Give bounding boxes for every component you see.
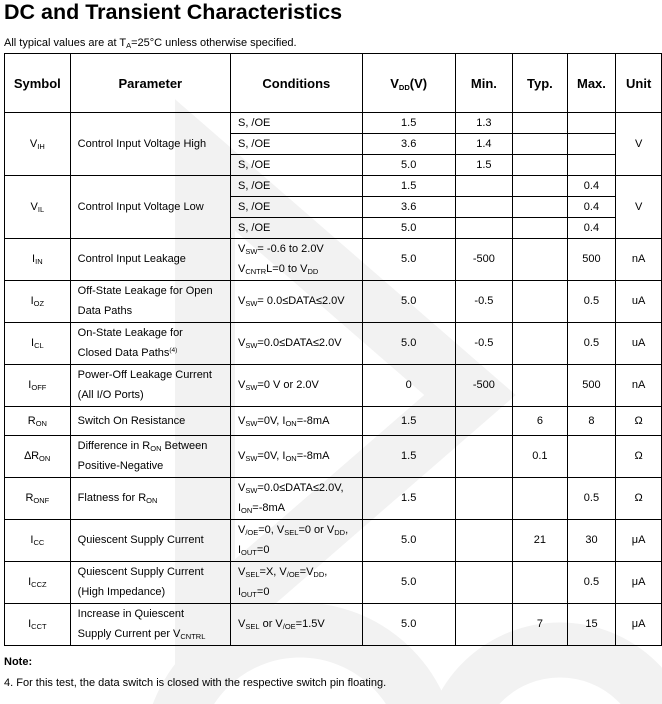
vdd-cell: 1.5 <box>362 176 455 197</box>
parameter-cell: Control Input Voltage Low <box>70 176 230 239</box>
vdd-cell: 1.5 <box>362 407 455 436</box>
max-cell: 0.4 <box>567 218 616 239</box>
header-vdd: $V_{DD}(V)$ <box>362 54 455 113</box>
conditions-cell: $V_{SW}=$ 0.0≤DATA≤2.0V <box>230 281 362 323</box>
header-symbol: Symbol <box>5 54 71 113</box>
min-cell <box>455 478 512 520</box>
vdd-cell: 1.5 <box>362 113 455 134</box>
typ-cell <box>513 155 568 176</box>
table-row <box>5 604 662 646</box>
vdd-cell: 5.0 <box>362 218 455 239</box>
symbol-cell: $\Delta R_{ON}$ <box>5 436 71 478</box>
unit-cell: Ω <box>616 407 662 436</box>
conditions-cell: $V_{SW}=0V$, $I_{ON}=-8mA$ <box>230 407 362 436</box>
header-conditions: Conditions <box>230 54 362 113</box>
max-cell: 500 <box>567 239 616 281</box>
header-row <box>5 54 662 113</box>
symbol-cell: $I_{OFF}$ <box>5 365 71 407</box>
typ-cell <box>513 323 568 365</box>
max-cell: 0.5 <box>567 323 616 365</box>
conditions-cell: $V_{SW}= -0.6$ to 2.0V $V_{CNTR}L=0$ to $V_{DD}$ <box>230 239 362 281</box>
typ-cell <box>513 281 568 323</box>
max-cell <box>567 134 616 155</box>
vdd-cell: 5.0 <box>362 323 455 365</box>
min-cell <box>455 604 512 646</box>
header-max: Max. <box>567 54 616 113</box>
min-cell <box>455 562 512 604</box>
table-row <box>5 239 662 281</box>
parameter-cell: Switch On Resistance <box>70 407 230 436</box>
table-row <box>5 365 662 407</box>
vdd-cell: 5.0 <box>362 562 455 604</box>
min-cell: 1.5 <box>455 155 512 176</box>
unit-cell: μA <box>616 562 662 604</box>
conditions-cell: $V_{SEL}=X$, $V_{/OE}=V_{DD}$, $I_{OUT}=0$ <box>230 562 362 604</box>
parameter-cell: Flatness for $R_{ON}$ <box>70 478 230 520</box>
unit-cell: nA <box>616 365 662 407</box>
conditions-cell: $V_{SW}=0.0\le DATA\le 2.0V$ <box>230 323 362 365</box>
min-cell: -0.5 <box>455 281 512 323</box>
header-typ: Typ. <box>513 54 568 113</box>
parameter-cell: Quiescent Supply Current (High Impedance) <box>70 562 230 604</box>
symbol-cell: $V_{IH}$ <box>5 113 71 176</box>
max-cell: 0.5 <box>567 478 616 520</box>
conditions-cell: S, /OE <box>230 155 362 176</box>
symbol-cell: $R_{ON}$ <box>5 407 71 436</box>
max-cell: 0.5 <box>567 281 616 323</box>
max-cell: 30 <box>567 520 616 562</box>
conditions-cell: $V_{SEL}$ or $V_{/OE}=1.5V$ <box>230 604 362 646</box>
min-cell: 1.3 <box>455 113 512 134</box>
typ-cell <box>513 197 568 218</box>
min-cell: -0.5 <box>455 323 512 365</box>
conditions-cell: S, /OE <box>230 134 362 155</box>
max-cell: 15 <box>567 604 616 646</box>
vdd-cell: 5.0 <box>362 155 455 176</box>
vdd-cell: 3.6 <box>362 134 455 155</box>
typ-cell: 7 <box>513 604 568 646</box>
conditions-cell: $V_{SW}=0.0\le DATA\le 2.0V$, $I_{ON}=-8mA$ <box>230 478 362 520</box>
characteristics-table-wrap <box>4 53 662 646</box>
vdd-cell: 1.5 <box>362 478 455 520</box>
min-cell <box>455 176 512 197</box>
table-row <box>5 176 662 197</box>
min-cell <box>455 407 512 436</box>
symbol-cell: $I_{IN}$ <box>5 239 71 281</box>
symbol-cell: $I_{CCZ}$ <box>5 562 71 604</box>
symbol-cell: $I_{OZ}$ <box>5 281 71 323</box>
table-row <box>5 562 662 604</box>
unit-cell: Ω <box>616 436 662 478</box>
symbol-cell: $R_{ONF}$ <box>5 478 71 520</box>
unit-cell: nA <box>616 239 662 281</box>
parameter-cell: On-State Leakage for Closed Data Paths$^{(4)}$ <box>70 323 230 365</box>
conditions-cell: S, /OE <box>230 197 362 218</box>
vdd-cell: 5.0 <box>362 281 455 323</box>
unit-cell: μA <box>616 604 662 646</box>
symbol-cell: $V_{IL}$ <box>5 176 71 239</box>
vdd-cell: 5.0 <box>362 239 455 281</box>
vdd-cell: 5.0 <box>362 604 455 646</box>
typ-cell: 21 <box>513 520 568 562</box>
max-cell <box>567 436 616 478</box>
symbol-cell: $I_{CC}$ <box>5 520 71 562</box>
min-cell: 1.4 <box>455 134 512 155</box>
table-row <box>5 281 662 323</box>
min-cell: -500 <box>455 365 512 407</box>
typ-cell <box>513 134 568 155</box>
unit-cell: Ω <box>616 478 662 520</box>
parameter-cell: Power-Off Leakage Current (All I/O Ports) <box>70 365 230 407</box>
typ-cell <box>513 562 568 604</box>
typ-cell <box>513 239 568 281</box>
header-min: Min. <box>455 54 512 113</box>
symbol-cell: $I_{CL}$ <box>5 323 71 365</box>
typ-cell <box>513 478 568 520</box>
note-heading: Note: <box>4 656 33 668</box>
symbol-cell: $I_{CCT}$ <box>5 604 71 646</box>
unit-cell: uA <box>616 281 662 323</box>
conditions-cell: S, /OE <box>230 113 362 134</box>
typ-cell <box>513 113 568 134</box>
header-unit: Unit <box>616 54 662 113</box>
parameter-cell: Off-State Leakage for Open Data Paths <box>70 281 230 323</box>
conditions-cell: $V_{SW}=0$ V or 2.0V <box>230 365 362 407</box>
table-row <box>5 520 662 562</box>
unit-cell: uA <box>616 323 662 365</box>
min-cell <box>455 520 512 562</box>
conditions-cell: S, /OE <box>230 176 362 197</box>
max-cell: 8 <box>567 407 616 436</box>
typ-cell <box>513 218 568 239</box>
vdd-cell: 0 <box>362 365 455 407</box>
conditions-cell: $V_{/OE}=0$, $V_{SEL}=0$ or $V_{DD}$, $I_{OUT}=0$ <box>230 520 362 562</box>
max-cell: 500 <box>567 365 616 407</box>
typ-cell <box>513 365 568 407</box>
parameter-cell: Control Input Leakage <box>70 239 230 281</box>
typ-cell: 6 <box>513 407 568 436</box>
vdd-cell: 1.5 <box>362 436 455 478</box>
vdd-cell: 5.0 <box>362 520 455 562</box>
unit-cell: V <box>616 176 662 239</box>
table-row <box>5 323 662 365</box>
min-cell: -500 <box>455 239 512 281</box>
unit-cell: V <box>616 113 662 176</box>
typ-cell: 0.1 <box>513 436 568 478</box>
min-cell <box>455 197 512 218</box>
max-cell <box>567 113 616 134</box>
header-parameter: Parameter <box>70 54 230 113</box>
conditions-cell: $V_{SW}=0V$, $I_{ON}=-8mA$ <box>230 436 362 478</box>
max-cell: 0.4 <box>567 197 616 218</box>
page-title: DC and Transient Characteristics <box>4 0 343 24</box>
table-row <box>5 407 662 436</box>
characteristics-table <box>4 53 662 646</box>
typ-cell <box>513 176 568 197</box>
parameter-cell: Control Input Voltage High <box>70 113 230 176</box>
table-row <box>5 478 662 520</box>
max-cell: 0.4 <box>567 176 616 197</box>
table-row <box>5 113 662 134</box>
min-cell <box>455 436 512 478</box>
conditions-cell: S, /OE <box>230 218 362 239</box>
footnote-4: 4. For this test, the data switch is closed with the respective switch pin floating. <box>4 677 387 689</box>
max-cell <box>567 155 616 176</box>
min-cell <box>455 218 512 239</box>
parameter-cell: Quiescent Supply Current <box>70 520 230 562</box>
unit-cell: μA <box>616 520 662 562</box>
max-cell: 0.5 <box>567 562 616 604</box>
vdd-cell: 3.6 <box>362 197 455 218</box>
parameter-cell: Increase in Quiescent Supply Current per $V_{CNTRL}$ <box>70 604 230 646</box>
table-row <box>5 436 662 478</box>
conditions-note: All typical values are at $T_A=25^\circ C$ unless otherwise specified. <box>4 37 297 50</box>
parameter-cell: Difference in $R_{ON}$ Between Positive-Negative <box>70 436 230 478</box>
